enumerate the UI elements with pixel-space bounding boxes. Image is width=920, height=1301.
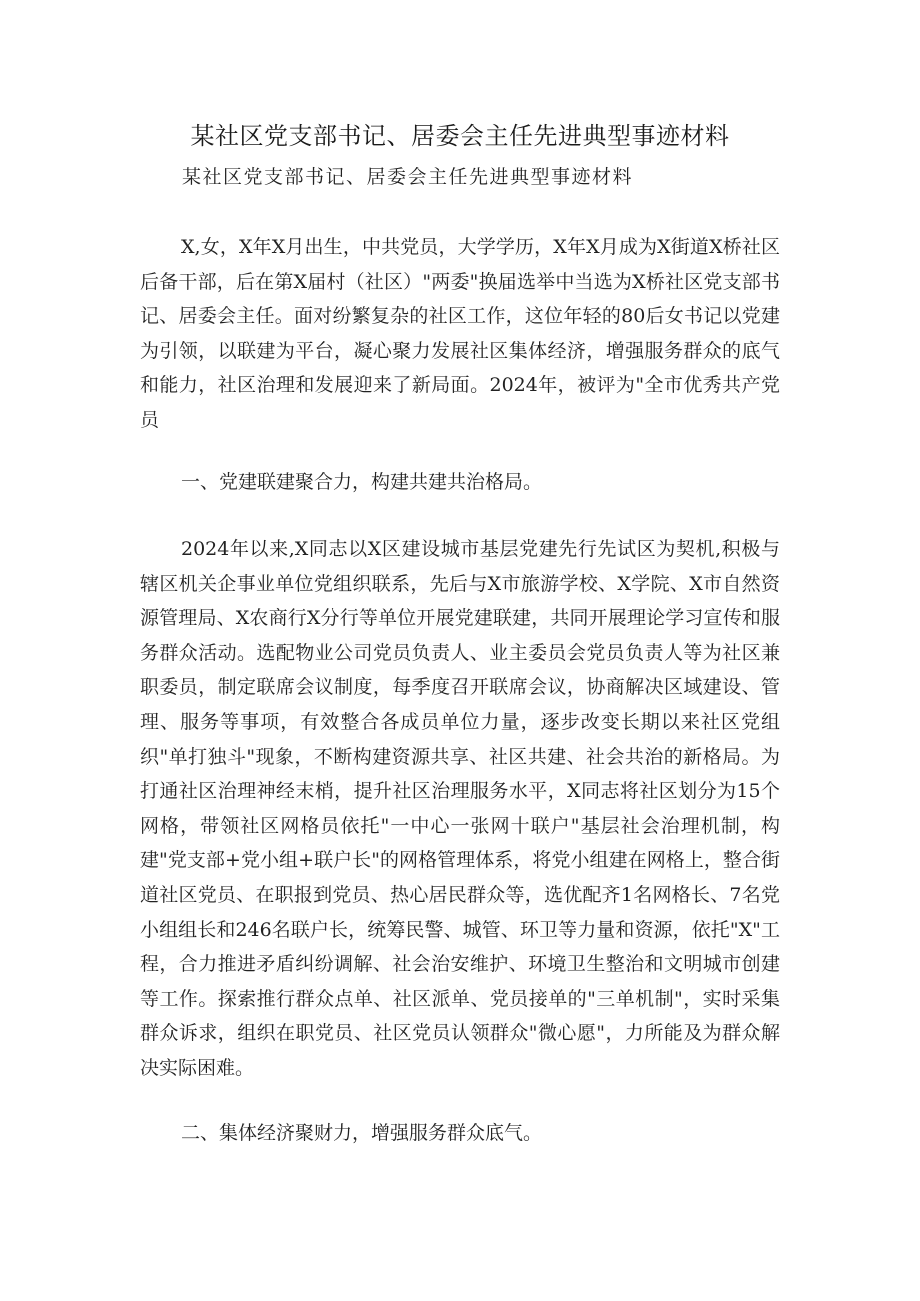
section-heading-2: 二、集体经济聚财力，增强服务群众底气。 bbox=[181, 1122, 543, 1144]
section-heading-1: 一、党建联建聚合力，构建共建共治格局。 bbox=[181, 471, 543, 493]
subtitle: 某社区党支部书记、居委会主任先进典型事迹材料 bbox=[182, 166, 634, 188]
page-title: 某社区党支部书记、居委会主任先进典型事迹材料 bbox=[190, 122, 730, 150]
section-1-paragraph: 2024年以来,X同志以X区建设城市基层党建先行先试区为契机,积极与辖区机关企事业单位党组织联系，先后与X市旅游学校、X学院、X市自然资源管理局、X农商行X分行等单位开展党建联建，共同开展理论学习宣传和服务群众活动。选配物业公司党员负责人、业主委员会党员负责人等为社区兼职委员，制定联席会议制度，每季度召开联席会议，协商解决区域建设、管理、服务等事项，有效整合各成员单位力量，逐步改变长期以来社区党组织"单打独斗"现象，不断构建资源共享、社区共建、社会共治的新格局。为打通社区治理神经末梢，提升社区治理服务水平，X同志将社区划分为15个网格，带领社区网格员依托"一中心一张网十联户"基层社会治理机制，构建"党支部+党小组+联户长"的网格管理体系，将党小组建在网格上，整合街道社区党员、在职报到党员、热心居民群众等，选优配齐1名网格长、7名党小组组长和246名联户长，统筹民警、城管、环卫等力量和资源，依托"X"工程，合力推进矛盾纠纷调解、社会治安维护、环境卫生整治和文明城市创建等工作。探索推行群众点单、社区派单、党员接单的"三单机制"，实时采集群众诉求，组织在职党员、社区党员认领群众"微心愿"，力所能及为群众解决实际困难。 bbox=[140, 538, 780, 1079]
intro-paragraph: X,女，X年X月出生，中共党员，大学学历，X年X月成为X街道X桥社区后备干部，后在第X届村（社区）"两委"换届选举中当选为X桥社区党支部书记、居委会主任。面对纷繁复杂的社区工作，这位年轻的80后女书记以党建为引领，以联建为平台，凝心聚力发展社区集体经济，增强服务群众的底气和能力，社区治理和发展迎来了新局面。2024年，被评为"全市优秀共产党员 bbox=[140, 236, 780, 431]
